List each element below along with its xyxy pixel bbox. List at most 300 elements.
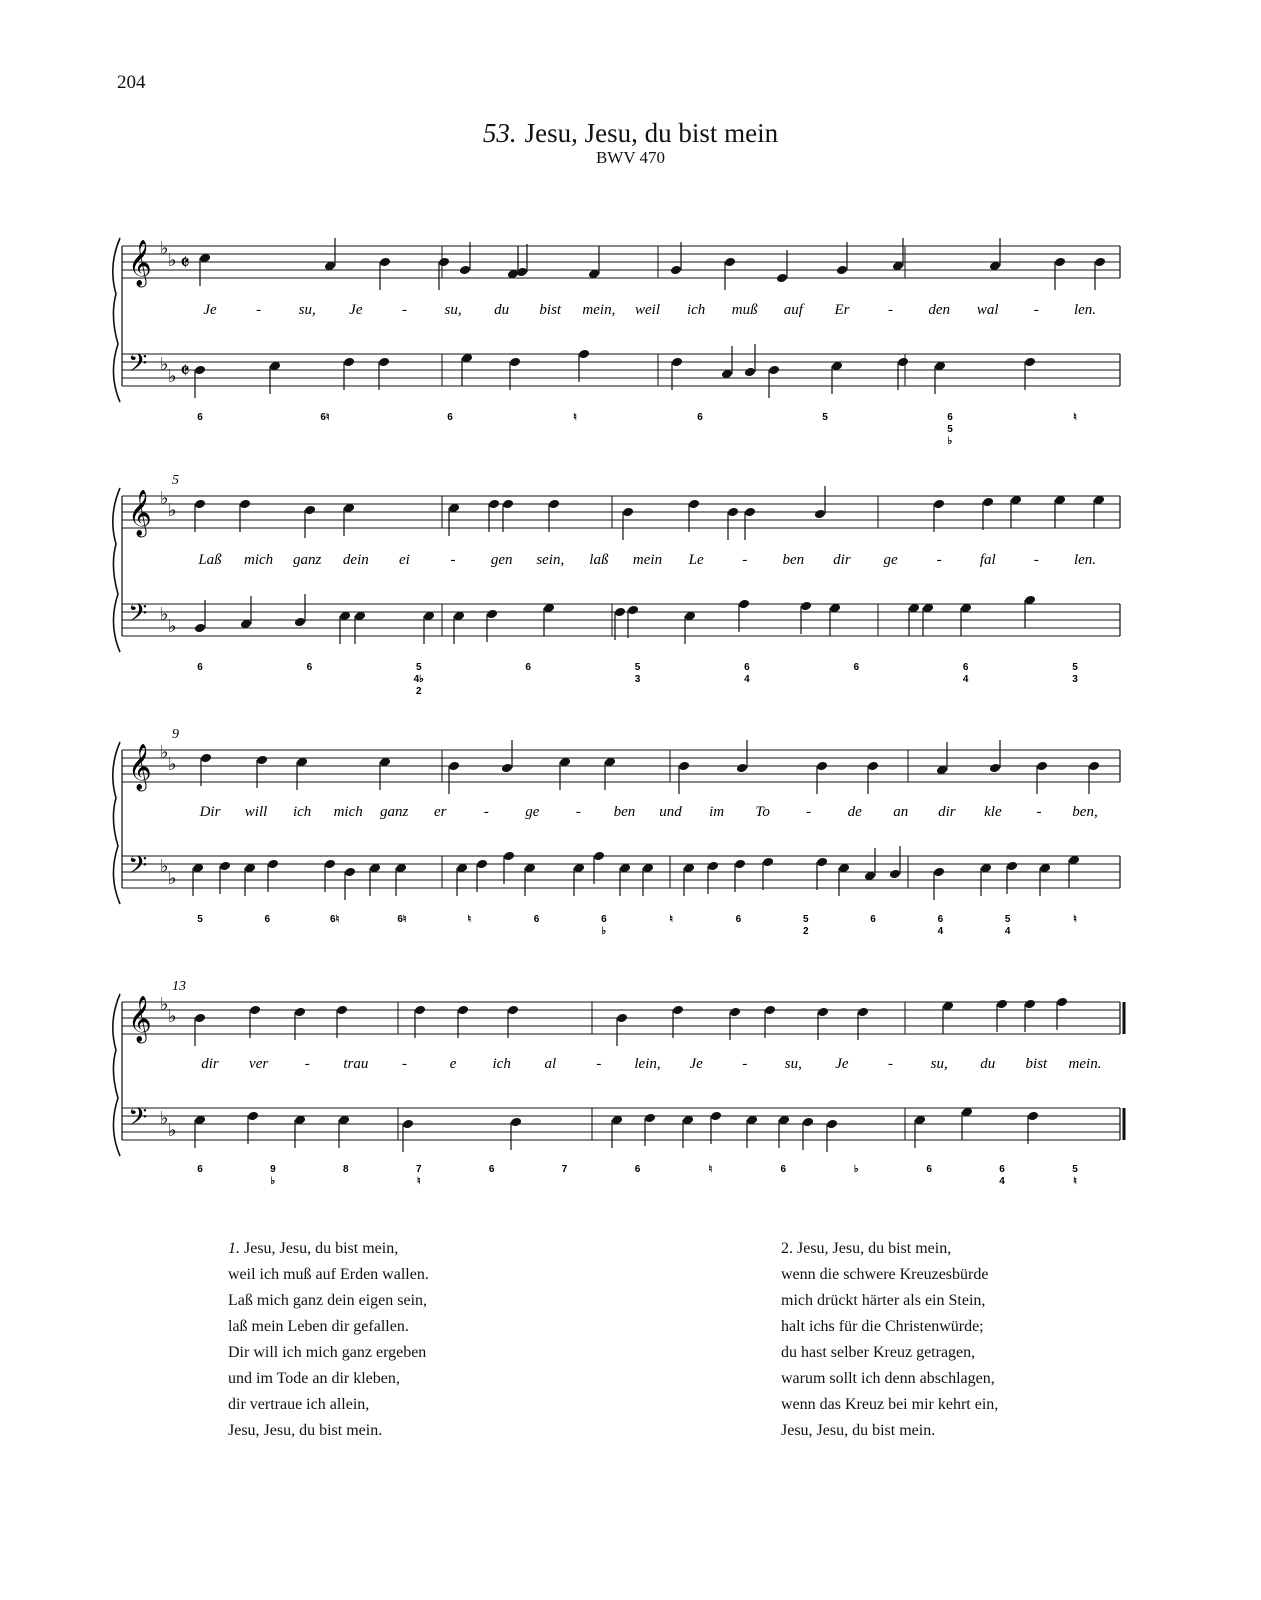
lyric-syllable: Je — [349, 302, 363, 318]
lyric-syllable: ver — [249, 1056, 269, 1072]
notehead — [194, 1013, 206, 1024]
lyric-syllable: To — [755, 804, 770, 820]
notehead — [1088, 761, 1100, 772]
lyric-syllable: ganz — [293, 552, 322, 568]
note — [942, 1001, 954, 1034]
note — [736, 740, 748, 773]
note — [507, 246, 519, 279]
note — [194, 600, 206, 633]
note — [934, 361, 946, 394]
note — [194, 1013, 206, 1046]
verse-line: 2. Jesu, Jesu, du bist mein, — [781, 1240, 952, 1257]
measure-number: 9 — [172, 727, 179, 742]
figured-bass: 5 — [947, 424, 953, 435]
figured-bass: ♮ — [708, 1164, 713, 1175]
lyric-syllable: - — [936, 552, 942, 568]
note — [829, 603, 841, 636]
system-3 — [113, 727, 1120, 937]
note — [456, 863, 468, 896]
notehead — [670, 265, 682, 276]
figured-bass: 6 — [197, 412, 203, 423]
lyric-syllable: im — [709, 804, 725, 820]
note — [239, 499, 251, 532]
notehead — [488, 499, 500, 510]
treble-clef: 𝄞 — [128, 490, 152, 535]
notehead — [1027, 1111, 1039, 1122]
time-signature: 𝄵 — [180, 250, 190, 275]
notehead — [509, 357, 521, 368]
notehead — [768, 365, 780, 376]
note — [194, 1115, 206, 1148]
note — [831, 361, 843, 394]
figured-bass: 6 — [264, 914, 271, 925]
treble-clef: 𝄞 — [128, 996, 152, 1041]
notehead — [219, 861, 231, 872]
notehead — [996, 999, 1008, 1010]
note — [194, 365, 206, 398]
note — [524, 863, 536, 896]
note — [683, 863, 695, 896]
bass-clef: 𝄢 — [128, 1104, 148, 1137]
notehead — [578, 349, 590, 360]
note — [343, 503, 355, 536]
lyric-syllable: ei — [399, 552, 410, 568]
note — [294, 1115, 306, 1148]
figured-bass: ♮ — [1073, 1176, 1077, 1187]
notehead — [764, 1005, 776, 1016]
verse-line: Jesu, Jesu, du bist mein. — [781, 1422, 936, 1439]
figured-bass: ♭ — [270, 1176, 276, 1187]
note — [1054, 495, 1066, 528]
note — [296, 757, 308, 790]
note — [746, 1115, 758, 1148]
note — [996, 999, 1008, 1032]
note — [438, 257, 450, 290]
note — [864, 848, 876, 881]
bass-staff — [122, 594, 1120, 644]
figured-bass: 4♭ — [413, 674, 424, 685]
lyric-syllable: - — [256, 302, 262, 318]
notehead — [816, 857, 828, 868]
figured-bass: 6 — [197, 1164, 203, 1175]
lyric-syllable: muß — [731, 302, 758, 318]
lyric-syllable: su, — [444, 302, 462, 318]
notehead — [616, 1013, 628, 1024]
note — [614, 607, 626, 640]
notehead — [738, 599, 750, 610]
note — [200, 753, 212, 786]
note — [507, 1005, 519, 1038]
figured-bass: 6 — [533, 914, 540, 925]
note — [688, 499, 700, 532]
treble-clef: 𝄞 — [128, 744, 152, 789]
note — [369, 863, 381, 896]
figured-bass: 6 — [601, 914, 607, 925]
note — [622, 507, 634, 540]
figured-bass: 6♮ — [320, 412, 330, 423]
notehead — [857, 1007, 869, 1018]
system-bracket — [113, 994, 120, 1156]
note — [802, 1117, 814, 1150]
notehead — [414, 1005, 426, 1016]
figured-bass: 5 — [1004, 914, 1011, 925]
verse-line: du hast selber Kreuz getragen, — [781, 1344, 976, 1361]
note — [764, 1005, 776, 1038]
note — [593, 851, 605, 884]
figured-bass: 6 — [447, 412, 453, 423]
note — [817, 1007, 829, 1040]
note — [501, 740, 513, 773]
note — [1054, 257, 1066, 290]
note — [684, 611, 696, 644]
note — [721, 346, 733, 379]
figured-bass: 2 — [802, 926, 809, 937]
treble-staff — [122, 486, 1120, 540]
note — [814, 486, 826, 519]
lyric-syllable: - — [888, 302, 894, 318]
note — [933, 499, 945, 532]
lyric-syllable: - — [888, 1056, 894, 1072]
lyric-syllable: Laß — [198, 552, 222, 568]
lyric-syllable: Je — [203, 302, 217, 318]
figured-bass: ♮ — [669, 914, 673, 925]
figured-bass: 5 — [1072, 662, 1078, 673]
verse-number: 1. — [228, 1240, 240, 1257]
note — [729, 1007, 741, 1040]
figured-bass: 6 — [735, 914, 742, 925]
lyric-syllable: Je — [835, 1056, 849, 1072]
notehead — [989, 763, 1001, 774]
lyric-syllable: Je — [689, 1056, 703, 1072]
figured-bass: 6 — [853, 662, 860, 673]
verse-line: Laß mich ganz dein eigen sein, — [228, 1292, 428, 1309]
figured-bass: ♮ — [416, 1176, 421, 1187]
note — [269, 361, 281, 394]
note — [509, 357, 521, 390]
lyric-syllable: su, — [930, 1056, 948, 1072]
system-bracket — [113, 488, 120, 652]
note — [642, 863, 654, 896]
note — [543, 603, 555, 636]
notehead — [1036, 761, 1048, 772]
note — [379, 257, 391, 290]
notehead — [614, 607, 626, 618]
notehead — [1006, 861, 1018, 872]
key-flat: ♭ — [168, 616, 177, 636]
note — [294, 1007, 306, 1040]
notehead — [343, 357, 355, 368]
notehead — [776, 273, 788, 284]
verse-number: 2. — [781, 1240, 793, 1257]
lyric-syllable: dein — [342, 552, 369, 568]
note — [510, 1117, 522, 1150]
lyric-syllable: - — [806, 804, 812, 820]
note — [448, 761, 460, 794]
lyric-syllable: mich — [333, 804, 363, 820]
notehead — [503, 851, 515, 862]
lyric-syllable: - — [575, 804, 581, 820]
notehead — [502, 499, 514, 510]
notehead — [239, 499, 251, 510]
lyric-syllable: mein. — [1068, 1056, 1102, 1072]
lyric-syllable: - — [401, 302, 407, 318]
bass-staff — [122, 1104, 1120, 1152]
figured-bass: 6 — [947, 412, 953, 423]
note — [194, 499, 206, 532]
figured-bass: 4 — [962, 674, 969, 685]
note — [336, 1005, 348, 1038]
note — [908, 603, 920, 636]
lyric-syllable: e — [449, 1056, 457, 1072]
note — [922, 603, 934, 636]
notehead — [744, 367, 756, 378]
notehead — [727, 507, 739, 518]
key-flat: ♭ — [160, 604, 169, 624]
lyric-syllable: ich — [292, 804, 312, 820]
lyric-syllable: - — [596, 1056, 602, 1072]
note — [244, 863, 256, 896]
notehead — [762, 857, 774, 868]
note — [826, 1119, 838, 1152]
notehead — [438, 257, 450, 268]
lyric-syllable: bist — [1025, 1056, 1048, 1072]
system-4 — [113, 979, 1124, 1187]
note — [402, 1119, 414, 1152]
notehead — [897, 357, 909, 368]
key-flat: ♭ — [168, 250, 177, 270]
note — [960, 603, 972, 636]
notehead — [294, 617, 306, 628]
notehead — [678, 761, 690, 772]
verse-line: Dir will ich mich ganz ergeben — [228, 1344, 427, 1361]
figured-bass: 6 — [525, 662, 531, 673]
note — [379, 757, 391, 790]
note — [961, 1107, 973, 1140]
notehead — [459, 265, 471, 276]
verse-line: weil ich muß auf Erden wallen. — [228, 1266, 429, 1283]
lyric-syllable: Le — [688, 552, 704, 568]
notehead — [707, 861, 719, 872]
verse-line: halt ichs für die Christenwürde; — [781, 1318, 984, 1335]
note — [710, 1111, 722, 1144]
lyric-syllable: su, — [784, 1056, 802, 1072]
note — [933, 867, 945, 900]
note — [476, 859, 488, 892]
figured-bass: 9 — [270, 1164, 276, 1175]
system-bracket — [113, 742, 120, 904]
figured-bass: 2 — [415, 686, 422, 697]
notehead — [724, 257, 736, 268]
note — [395, 863, 407, 896]
key-flat: ♭ — [160, 238, 169, 258]
figured-bass: ♭ — [853, 1164, 859, 1175]
note — [267, 859, 279, 892]
verse-2 — [781, 1236, 998, 1444]
note — [448, 503, 460, 536]
note — [1024, 595, 1036, 628]
lyric-syllable: Dir — [199, 804, 221, 820]
note — [980, 863, 992, 896]
note — [344, 867, 356, 900]
key-flat: ♭ — [168, 500, 177, 520]
treble-staff — [122, 740, 1120, 794]
note — [778, 1115, 790, 1148]
note — [354, 611, 366, 644]
note — [1094, 257, 1106, 290]
note — [219, 861, 231, 894]
bass-clef: 𝄢 — [128, 852, 148, 885]
notehead — [249, 1005, 261, 1016]
lyric-syllable: du — [494, 302, 510, 318]
note — [247, 1111, 259, 1144]
figured-bass: 5 — [1072, 1164, 1078, 1175]
treble-staff — [122, 238, 1120, 290]
notehead — [1056, 997, 1068, 1008]
figured-bass: 8 — [343, 1164, 349, 1175]
notehead — [814, 509, 826, 520]
note — [627, 605, 639, 638]
figured-bass: 6♮ — [397, 914, 407, 925]
lyric-syllable: dir — [938, 804, 956, 820]
notehead — [344, 867, 356, 878]
lyric-syllable: - — [483, 804, 489, 820]
note — [936, 742, 948, 775]
note — [682, 1115, 694, 1148]
key-flat: ♭ — [168, 868, 177, 888]
notehead — [247, 1111, 259, 1122]
figured-bass: 6 — [197, 662, 203, 673]
figured-bass: 6 — [937, 914, 944, 925]
note — [672, 1005, 684, 1038]
figured-bass: 6 — [780, 1164, 787, 1175]
lyric-syllable: ben — [613, 804, 636, 820]
lyric-syllable: mein — [632, 552, 663, 568]
note — [892, 238, 904, 271]
key-flat: ♭ — [168, 1120, 177, 1140]
notehead — [867, 761, 879, 772]
lyric-syllable: len. — [1073, 552, 1097, 568]
lyric-syllable: - — [742, 552, 748, 568]
note — [324, 859, 336, 892]
figured-bass: 5 — [822, 412, 828, 423]
note — [324, 238, 336, 271]
lyric-syllable: - — [1033, 302, 1039, 318]
system-2 — [113, 473, 1120, 697]
key-flat: ♭ — [160, 856, 169, 876]
notehead — [379, 257, 391, 268]
figured-bass: ♭ — [947, 436, 953, 447]
key-flat: ♭ — [168, 754, 177, 774]
notehead — [402, 1119, 414, 1130]
figured-bass: 6 — [306, 662, 313, 673]
note — [734, 859, 746, 892]
note — [671, 357, 683, 390]
lyric-syllable: len. — [1073, 302, 1097, 318]
lyric-syllable: - — [742, 1056, 748, 1072]
figured-bass: 3 — [1072, 674, 1078, 685]
notehead — [336, 1005, 348, 1016]
note — [240, 596, 252, 629]
note — [588, 246, 600, 279]
note — [294, 594, 306, 627]
notehead — [486, 609, 498, 620]
notehead — [672, 1005, 684, 1016]
notehead — [734, 859, 746, 870]
note — [249, 1005, 261, 1038]
note — [889, 846, 901, 879]
note — [1056, 997, 1068, 1030]
note — [707, 861, 719, 894]
key-flat: ♭ — [160, 488, 169, 508]
note — [1068, 855, 1080, 888]
lyric-syllable: su, — [298, 302, 316, 318]
note — [423, 611, 435, 644]
note — [727, 507, 739, 540]
notehead — [267, 859, 279, 870]
figured-bass: 6 — [999, 1164, 1005, 1175]
figured-bass: 6♮ — [330, 914, 340, 925]
figured-bass: 5 — [415, 662, 422, 673]
lyric-syllable: Er — [834, 302, 850, 318]
lyric-syllable: - — [1036, 804, 1042, 820]
notehead — [294, 1007, 306, 1018]
lyric-syllable: ben, — [1072, 804, 1098, 820]
notehead — [800, 601, 812, 612]
system-bracket — [113, 238, 120, 402]
notehead — [744, 507, 756, 518]
figured-bass: 6 — [962, 662, 969, 673]
lyric-syllable: - — [450, 552, 456, 568]
notehead — [501, 763, 513, 774]
lyric-syllable: trau — [343, 1056, 369, 1072]
lyric-syllable: gen — [490, 552, 513, 568]
note — [744, 507, 756, 540]
note — [573, 863, 585, 896]
lyric-syllable: fal — [979, 552, 996, 568]
figured-bass: 5 — [802, 914, 809, 925]
figured-bass: 4 — [744, 674, 750, 685]
page-number: 204 — [117, 72, 146, 93]
lyric-syllable: ben — [782, 552, 805, 568]
note — [378, 357, 390, 390]
figured-bass: 4 — [937, 926, 944, 937]
note — [768, 365, 780, 398]
notehead — [194, 499, 206, 510]
notehead — [933, 499, 945, 510]
measure-number: 5 — [172, 473, 179, 488]
note — [1088, 761, 1100, 794]
treble-clef: 𝄞 — [128, 240, 152, 285]
verse-line: wenn die schwere Kreuzesbürde — [781, 1266, 989, 1283]
notehead — [457, 1005, 469, 1016]
note — [192, 863, 204, 896]
key-flat: ♭ — [168, 366, 177, 386]
verse-line: und im Tode an dir kleben, — [228, 1370, 400, 1387]
note — [457, 1005, 469, 1038]
note — [678, 761, 690, 794]
note — [199, 253, 211, 286]
lyric-syllable: ich — [686, 302, 706, 318]
key-flat: ♭ — [168, 1006, 177, 1026]
notehead — [816, 761, 828, 772]
note — [857, 1007, 869, 1040]
lyric-syllable: sein, — [536, 552, 565, 568]
lyric-syllable: mich — [244, 552, 274, 568]
note — [738, 599, 750, 632]
notehead — [1024, 999, 1036, 1010]
measure-number: 13 — [172, 979, 186, 994]
piece-title-text: Jesu, Jesu, du bist mein — [524, 118, 779, 148]
